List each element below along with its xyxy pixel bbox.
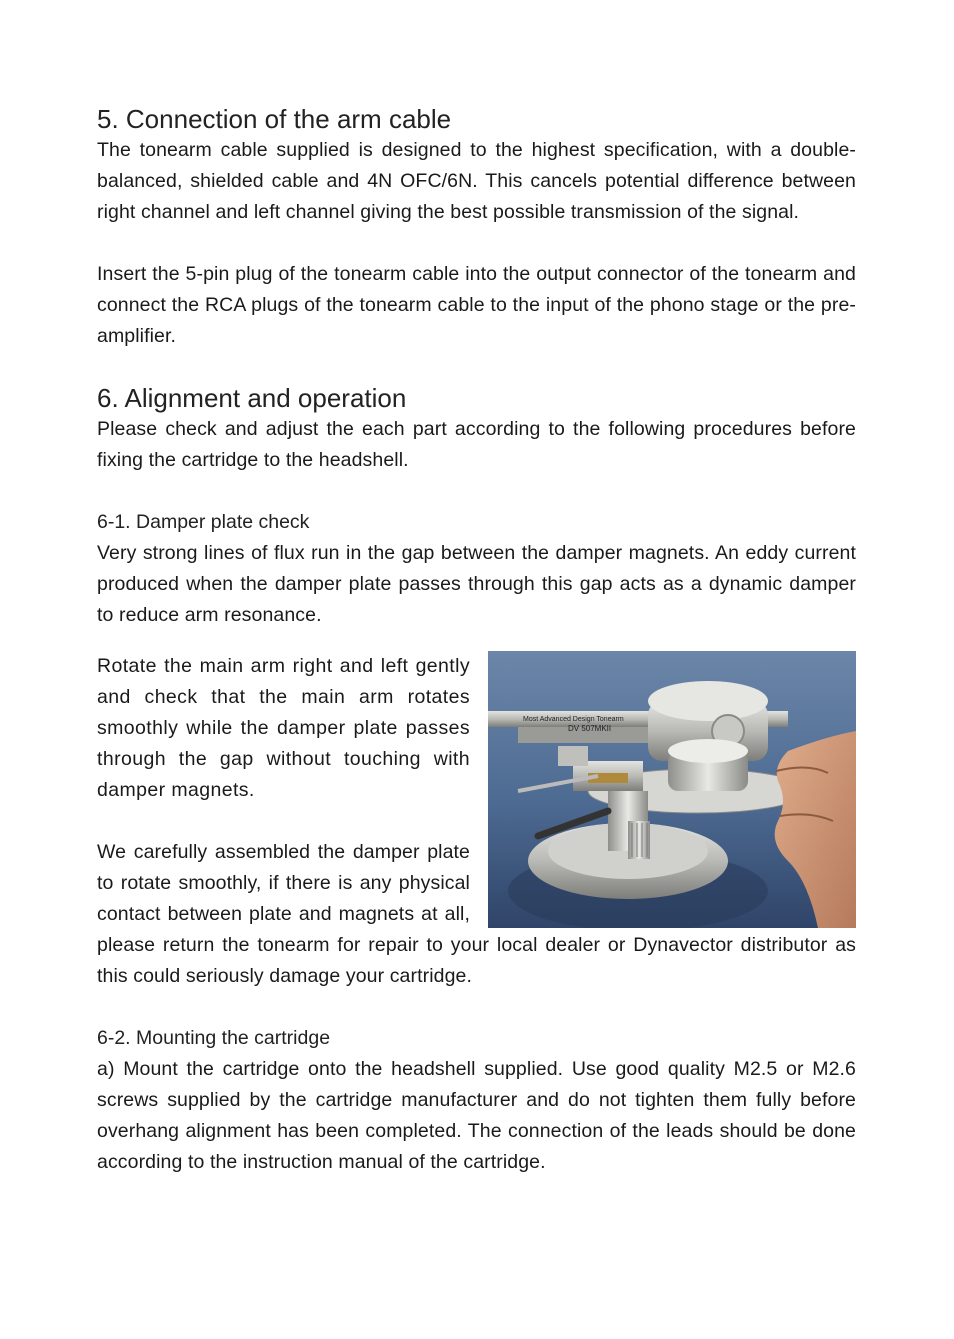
section-6-2-heading: 6-2. Mounting the cartridge (97, 1027, 331, 1049)
section-6-1-paragraph-1: Very strong lines of flux run in the gap between the damper magnets. An eddy current produced when the damper plate passes through this gap acts as a dynamic damper to reduce arm resonance. (97, 542, 856, 626)
section-6-2-paragraph-1: a) Mount the cartridge onto the headshell supplied. Use good quality M2.5 or M2.6 screws supplied by the cartridge manufacturer and do not tighten them fully before overhang alignment has been completed. The connection of the leads should be done according to the instruction manual of the cartridge. (97, 1058, 856, 1173)
photo-label-line-2: DV 507MKII (568, 724, 612, 733)
section-6-1-heading: 6-1. Damper plate check (97, 511, 310, 533)
section-6-1-paragraph-3: We carefully assembled the damper plate to rotate smoothly, if there is any physical contact between plate and magnets at all, please return the tonearm for repair to your local dealer or Dynavector distributor as this could seriously damage your cartridge. (97, 841, 856, 987)
section-6-1-paragraph-2: Rotate the main arm right and left gently and check that the main arm rotates smoothly while the damper plate passes through the gap without touching with damper magnets. (97, 655, 470, 801)
document-page (97, 104, 856, 1178)
section-6-heading: 6. Alignment and operation (97, 383, 407, 413)
section-6-paragraph-1: Please check and adjust the each part according to the following procedures before fixing the cartridge to the headshell. (97, 418, 856, 471)
photo-label-line-1: Most Advanced Design Tonearm (523, 716, 624, 723)
section-5-paragraph-1: The tonearm cable supplied is designed to the highest specification, with a double-balanced, shielded cable and 4N OFC/6N. This cancels potential difference between right channel and left channel giving the best possible transmission of the signal. (97, 139, 856, 223)
section-5-heading: 5. Connection of the arm cable (97, 104, 452, 134)
tonearm-damper-photo (488, 651, 856, 928)
section-5-paragraph-2: Insert the 5-pin plug of the tonearm cable into the output connector of the tonearm and connect the RCA plugs of the tonearm cable to the input of the phono stage or the pre-amplifier. (97, 263, 856, 347)
